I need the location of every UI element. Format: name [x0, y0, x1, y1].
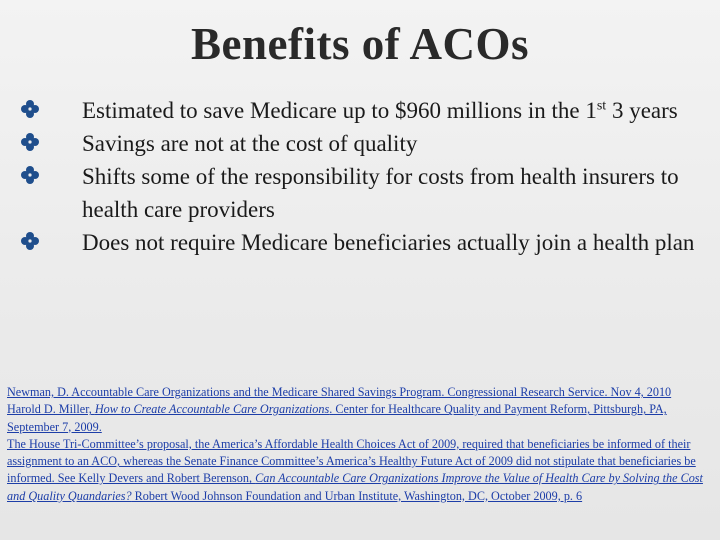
reference-rest[interactable]: Robert Wood Johnson Foundation and Urban Institute, Washington, DC, October 2009, p. 6 — [131, 488, 583, 503]
bullet-item — [20, 127, 700, 160]
clover-diamond-icon — [20, 231, 40, 251]
reference-title[interactable]: Can Accountable Care Organizations Improve the Value of Health Care by Solving the Cost and Quality Quandaries? — [7, 471, 703, 503]
bullet-item — [20, 226, 700, 259]
reference-rest[interactable]: . Center for Healthcare Quality and Payment Reform, Pittsburgh, PA, September 7, 2009. — [7, 402, 667, 434]
bullet-text: Does not require Medicare beneficiaries actually join a health plan — [82, 230, 695, 255]
clover-diamond-icon — [20, 165, 40, 185]
reference-author[interactable]: Harold D. Miller, — [7, 402, 95, 417]
references — [7, 384, 717, 505]
reference-miller[interactable] — [7, 401, 717, 436]
reference-title[interactable]: How to Create Accountable Care Organizations — [94, 402, 330, 417]
reference-text[interactable]: The House Tri-Committee’s proposal, the America’s Affordable Health Choices Act of 2009, required that beneficiaries be informed of their assignment to an ACO, whereas the Senate Finance Committee’s America’s Healthy Future Act of 2009 did not stipulate that beneficiaries be informed. See Kelly Devers and Robert Berenson, — [7, 436, 696, 486]
superscript: st — [596, 98, 607, 114]
bullet-text-continued: 3 years — [606, 98, 678, 123]
reference-newman[interactable] — [7, 384, 717, 401]
bullet-text: Savings are not at the cost of quality — [82, 131, 418, 156]
bullet-text: Shifts some of the responsibility for costs from health insurers to health care providers — [82, 164, 679, 222]
bullet-list — [20, 94, 700, 259]
clover-diamond-icon — [20, 132, 40, 152]
bullet-item — [20, 160, 700, 226]
reference-devers-berenson[interactable] — [7, 436, 717, 505]
bullet-item — [20, 94, 700, 127]
clover-diamond-icon — [20, 99, 40, 119]
reference-text[interactable]: Newman, D. Accountable Care Organizations and the Medicare Shared Savings Program. Congressional Research Service. Nov 4, 2010 — [7, 385, 672, 399]
bullet-text: Estimated to save Medicare up to $960 millions in the 1 — [82, 98, 597, 123]
slide-title: Benefits of ACOs — [191, 19, 529, 69]
